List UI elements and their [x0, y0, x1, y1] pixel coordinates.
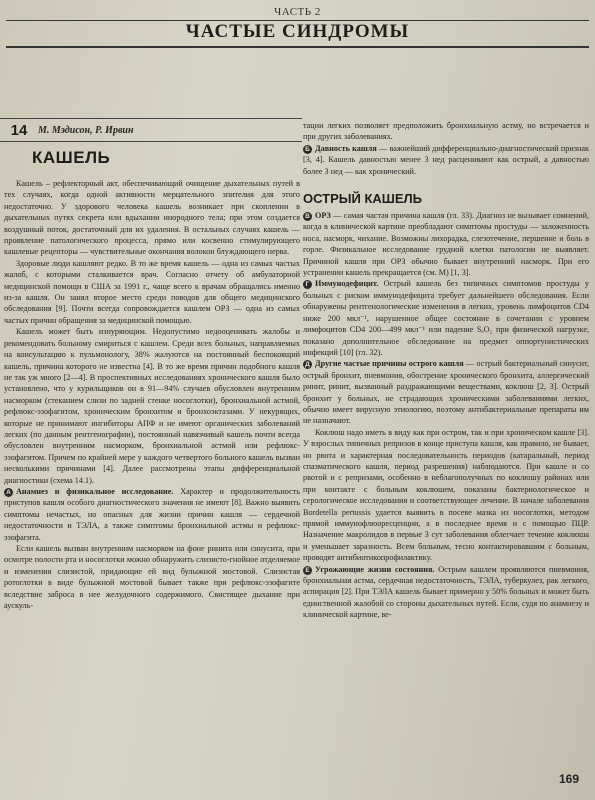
item-d — [303, 358, 589, 426]
item-lead: Другие частые причины острого кашля — [315, 359, 464, 369]
header-rule-bold — [6, 46, 589, 48]
paragraph: тации легких позволяет предположить бронхиальную астму, но встречается и при других заболеваниях. — [303, 121, 589, 142]
part-label: ЧАСТЬ 2 — [274, 6, 321, 18]
item-letter-badge: А — [4, 488, 13, 497]
item-v — [303, 210, 589, 278]
item-g — [303, 278, 589, 358]
item-e — [303, 564, 589, 621]
item-a — [4, 486, 300, 543]
item-text: — острый бактериальный синусит, острый бронхит, пневмония, обострение хронического бронхита, аллергический ринит, ринит, вызванный раздражающими веществами, коклюш [2, 3]. Острый бронхит у больных, не страдающих хроническими заболеваниями легких, обычно имеет вирусную этиологию, поэтому антибактериальные препараты им не назначают. — [303, 359, 589, 426]
part-title: ЧАСТЫЕ СИНДРОМЫ — [185, 21, 410, 42]
item-b — [303, 143, 589, 177]
item-lead: Анамнез и физикальное исследование. — [16, 486, 174, 496]
chapter-title: КАШЕЛЬ — [32, 148, 111, 167]
paragraph: Кашель может быть изнуряющим. Недопустимо недооценивать жалобы и рекомендовать больному смириться с кашлем. Среди всех больных, направляемых на консультацию к пульмонологу, 38% жалуются на постоянный беспокоящий кашель, причина которого не известна [4]. В то же время причин подобного кашля не так уж много [2—4]. В проспективных исследованиях хронического кашля было установлено, что у курильщиков он в 91—94% случаев обусловлен внутренним насморком (стеканием слизи по задней стенке носоглотки), бронхиальной астмой, рефлюкс-эзофагитом, хроническим бронхитом и бронхоэктазами. У некурящих, которые не принимают ингибиторы АПФ и не имеют органических заболеваний легких (по данным рентгенографии), постоянный навязчивый кашель почти всегда обусловлен внутренним насморком, бронхиальной астмой или рефлюкс-эзофагитом. Причем по крайней мере у каждого четвертого больного кашель вызван несколькими причинами [4]. Далее рассмотрены этапы дифференциальной диагностики (схема 14.1). — [4, 327, 300, 485]
paragraph: Если кашель вызван внутренним насморком на фоне ринита или синусита, при осмотре полости рта и носоглотки можно обнаружить слизисто-гнойное отделяемое и изменения слизистой, придающие ей вид булыжной мостовой. Слизистая ротоглотки в виде булыжной мостовой бывает также при рефлюкс-эзофагите вследствие заброса в нее желудочного содержимого. Свистящее дыхание при аускуль- — [4, 544, 300, 611]
paragraph: Коклюш надо иметь в виду как при остром, так и при хроническом кашле [3]. У взрослых типичных репризов в конце приступа кашля, как правило, не бывает, но рвота и характерная последовательность периодов (катаральный, период спазматического кашля, период разрешения) наблюдаются. При кашле и со рвотой и с репризами, особенно в неблагополучных по коклюшу районах или при контакте с больным коклюшем, показаны бактериологическое и серологическое исследования и соответствующее лечение. В начале заболевания Bordetella pertussis удается выявить в посеве мазка из носоглотки, методом прямой иммунофлюоресценции, а в последнее время и с помощью ПЦР. Назначение макролидов в первые 3 сут заболевания облегчает течение коклюша и уменьшает заразность. Всем больным, тесно контактировавшим с больным, проводят антибиотикопрофилактику. — [303, 427, 589, 563]
item-lead: Иммунодефицит. — [315, 279, 379, 289]
item-text: — важнейший дифференциально-диагностический признак [3, 4]. Кашель давностью менее 3 нед расценивают как острый, а давностью более 3 нед — как хронический. — [303, 143, 589, 176]
paragraph: Здоровые люди кашляют редко. В то же время кашель — одна из самых частых жалоб, с которыми сталкивается врач. Согласно отчету об амбулаторной медицинской помощи в США за 1991 г., чаще всего к врачам обращались именно из-за кашля. Он занял второе место среди поводов для общего медицинского обследования [9]. Почти всегда сопровождается кашлем ОРЗ — одна из самых частых причин обращения за медицинской помощью. — [4, 258, 300, 325]
item-letter-badge: Б — [303, 145, 312, 154]
running-head — [0, 0, 595, 50]
item-letter-badge: Д — [303, 360, 312, 369]
chapter-number: 14 — [10, 121, 28, 139]
item-letter-badge: В — [303, 212, 312, 221]
item-letter-badge: Г — [303, 280, 312, 289]
chapter-bar — [0, 118, 302, 142]
item-text: Характер и продолжительность приступов кашля особого диагностического значения не имеют [8]. Важно выявить симптомы нечастых, но опасных для жизни причин кашля — сердечной недостаточности и ТЭЛА, а также симптомы бронхиальной астмы и рефлюкс-эзофагита. — [4, 486, 300, 542]
item-text: — самая частая причина кашля (гл. 33). Диагноз не вызывает сомнений, когда в клинической картине преобладают симптомы простуды — заложенность носа, насморк, чихание. Возможны лихорадка, слезотечение, першение и боль в горле. Физикальное исследование грудной клетки патологии не выявляет. Причиной кашля при ОРЗ обычно бывает внутренний насморк. При его устранении кашель прекращается (см. М) [1, 3]. — [303, 211, 589, 278]
chapter-authors: М. Мэдисон, Р. Ирвин — [38, 124, 134, 136]
item-letter-badge: Е — [303, 566, 312, 575]
item-text: Острый кашель без типичных симптомов простуды у больных с риском иммунодефицита требует дальнейшего обследования. Если обнаружены рентгенологические изменения в легких, уровень лимфоцитов CD4 ниже 200 мкл⁻¹, нарушенное общее состояние в сочетании с уровнем лимфоцитов CD4 200—499 мкл⁻¹ или падение SₐO₂ при физической нагрузке, показано дополнительное обследование на предмет оппортунистических инфекций [10] (гл. 32). — [303, 279, 589, 357]
left-column — [4, 146, 300, 796]
item-lead: Давность кашля — [315, 143, 377, 153]
right-column — [303, 120, 589, 780]
item-lead: Угрожающие жизни состояния. — [315, 564, 435, 574]
item-text: Острым кашлем проявляются пневмония, бронхиальная астма, сердечная недостаточность, ТЭЛА, туберкулез, рак легкого, аспирация [2]. При ТЭЛА кашель бывает примерно у 50% больных и может быть единственной жалобой со стороны дыхательных путей. Если, судя по анамнезу и клинической картине, ве- — [303, 564, 589, 620]
page-number: 169 — [558, 772, 579, 786]
section-title-acute: ОСТРЫЙ КАШЕЛЬ — [303, 191, 422, 207]
paragraph: Кашель – рефлекторный акт, обеспечивающий очищение дыхательных путей в тех случаях, когда одной активности мерцательного эпителия для этого недостаточно. У здорового человека кашель возникает при скоплении в дыхательных путях секрета или вдыхании инородного тела; при этом создается воздушный поток, достаточный для их удаления. В остальных случаях кашель — проявление патологического процесса, прямо или косвенно стимулирующего кашлевые рецепторы — чувствительные окончания волокон блуждающего нерва. — [4, 179, 300, 257]
item-lead: ОРЗ — [315, 211, 331, 221]
